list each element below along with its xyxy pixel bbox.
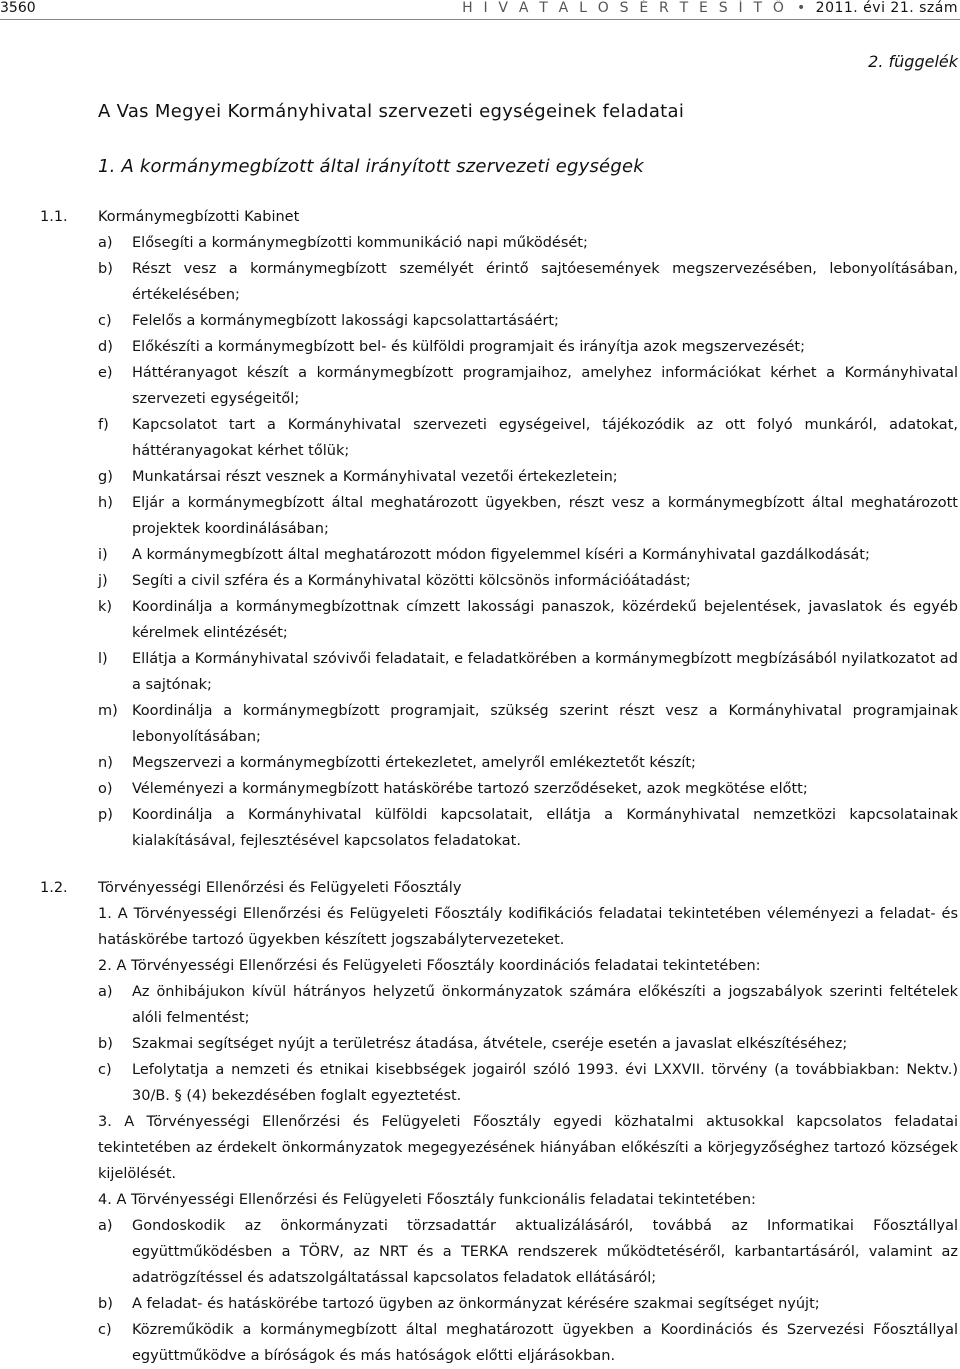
section-1-1	[0, 204, 960, 854]
text-line	[0, 256, 960, 282]
item-label: n)	[98, 755, 113, 771]
item-text: 30/B. § (4) bekezdésében foglalt egyeztetést.	[132, 1088, 462, 1104]
text-line	[0, 1031, 960, 1057]
item-label: k)	[98, 599, 113, 615]
header-journal-info: H I V A T A L O S É R T E S Í T Ő • 2011. évi 21. szám	[462, 0, 958, 16]
header-divider	[0, 19, 960, 20]
text-line	[0, 1109, 960, 1135]
text-line	[0, 620, 960, 646]
item-text: alóli felmentést;	[132, 1010, 250, 1026]
text-line	[0, 1083, 960, 1109]
text-line	[0, 386, 960, 412]
item-label: i)	[98, 547, 108, 563]
item-text: Ellátja a Kormányhivatal szóvivői feladatait, e feladatkörében a kormánymegbízott megbízásából nyilatkozatot ad	[132, 651, 958, 667]
issue-number: 2011. évi 21. szám	[815, 0, 958, 16]
item-label: a)	[98, 984, 113, 1000]
text-line	[0, 1265, 960, 1291]
item-label: o)	[98, 781, 113, 797]
paragraph-text: kijelölését.	[98, 1166, 176, 1182]
item-text: Koordinálja a kormánymegbízott programjait, szükség szerint részt vesz a Kormányhivatal programjainak	[132, 703, 958, 719]
item-text: kialakításával, fejlesztésével kapcsolatos feladatokat.	[132, 833, 521, 849]
text-line	[0, 1135, 960, 1161]
item-text: Munkatársai részt vesznek a Kormányhivatal vezetői értekezletein;	[132, 469, 618, 485]
text-line	[0, 308, 960, 334]
item-text: Koordinálja a kormánymegbízottnak címzett lakossági panaszok, közérdekű bejelentések, javaslatok és egyéb	[132, 599, 958, 615]
item-label: c)	[98, 1062, 112, 1078]
text-line	[0, 1343, 960, 1369]
item-text: Lefolytatja a nemzeti és etnikai kisebbségek jogairól szóló 1993. évi LXXVII. törvény (a továbbiakban: Nektv.)	[132, 1062, 958, 1078]
text-line	[0, 698, 960, 724]
text-line	[0, 516, 960, 542]
text-line	[0, 802, 960, 828]
item-text: szervezeti egységeitől;	[132, 391, 300, 407]
text-line	[0, 334, 960, 360]
item-text: Segíti a civil szféra és a Kormányhivatal közötti kölcsönös információátadást;	[132, 573, 691, 589]
item-label: m)	[98, 703, 118, 719]
paragraph-text: 3. A Törvényességi Ellenőrzési és Felügyeleti Főosztály egyedi közhatalmi aktusokkal kapcsolatos feladatai	[98, 1114, 958, 1130]
item-label: b)	[98, 1296, 113, 1312]
item-label: c)	[98, 1322, 112, 1338]
item-label: j)	[98, 573, 108, 589]
text-line	[0, 464, 960, 490]
text-line	[0, 568, 960, 594]
item-text: Véleményezi a kormánymegbízott hatáskörébe tartozó szerződéseket, azok megkötése előtt;	[132, 781, 808, 797]
appendix-label: 2. függelék	[868, 52, 958, 71]
text-line	[0, 230, 960, 256]
text-line	[0, 672, 960, 698]
item-text: A kormánymegbízott által meghatározott módon figyelemmel kíséri a Kormányhivatal gazdálkodását;	[132, 547, 870, 563]
text-line	[0, 724, 960, 750]
text-line	[0, 1161, 960, 1187]
text-line	[0, 828, 960, 854]
item-text: kérelmek elintézését;	[132, 625, 288, 641]
item-text: Kapcsolatot tart a Kormányhivatal szervezeti egységeivel, tájékozódik az ott folyó munkáról, adatokat,	[132, 417, 958, 433]
item-label: p)	[98, 807, 113, 823]
text-line	[0, 542, 960, 568]
item-label: g)	[98, 469, 113, 485]
paragraph-text: 1. A Törvényességi Ellenőrzési és Felügyeleti Főosztály kodifikációs feladatai tekintetében véleményezi a feladat- és	[98, 906, 958, 922]
section-title: Kormánymegbízotti Kabinet	[98, 209, 300, 225]
text-line	[0, 1239, 960, 1265]
text-line	[0, 438, 960, 464]
item-text: együttműködve a bíróságok és más hatóságok előtti eljárásokban.	[132, 1348, 616, 1364]
item-text: Háttéranyagot készít a kormánymegbízott programjaihoz, amelyhez információkat kérhet a Kormányhivatal	[132, 365, 958, 381]
item-text: Részt vesz a kormánymegbízott személyét érintő sajtóesemények megszervezésében, lebonyolításában,	[132, 261, 958, 277]
text-line	[0, 1005, 960, 1031]
text-line	[0, 1213, 960, 1239]
chapter-title: 1. A kormánymegbízott által irányított szervezeti egységek	[98, 156, 644, 177]
text-line	[0, 490, 960, 516]
text-line	[0, 282, 960, 308]
item-text: adatrögzítéssel és adatszolgáltatással kapcsolatos feladatok ellátásáról;	[132, 1270, 657, 1286]
text-line	[0, 412, 960, 438]
text-line	[0, 953, 960, 979]
section-1-2	[0, 875, 960, 1369]
text-line	[0, 594, 960, 620]
text-line	[0, 750, 960, 776]
item-label: b)	[98, 1036, 113, 1052]
text-line	[0, 875, 960, 901]
item-label: a)	[98, 235, 113, 251]
item-text: Megszervezi a kormánymegbízotti értekezletet, amelyről emlékeztetőt készít;	[132, 755, 696, 771]
item-text: Előkészíti a kormánymegbízott bel- és külföldi programjait és irányítja azok megszervezését;	[132, 339, 806, 355]
item-text: Szakmai segítséget nyújt a területrész átadása, átvétele, cseréje esetén a javaslat elkészítéséhez;	[132, 1036, 848, 1052]
item-text: Felelős a kormánymegbízott lakossági kapcsolattartásáért;	[132, 313, 559, 329]
text-line	[0, 901, 960, 927]
paragraph-text: hatáskörébe tartozó ügyekben készített jogszabálytervezeteket.	[98, 932, 565, 948]
item-label: l)	[98, 651, 108, 667]
text-line	[0, 776, 960, 802]
item-text: Az önhibájukon kívül hátrányos helyzetű önkormányzatok számára előkészíti a jogszabályok szerinti feltételek	[132, 984, 958, 1000]
item-label: b)	[98, 261, 113, 277]
text-line	[0, 1291, 960, 1317]
item-text: A feladat- és hatáskörébe tartozó ügyben az önkormányzat kérésére szakmai segítséget nyújt;	[132, 1296, 820, 1312]
section-number: 1.2.	[40, 880, 68, 896]
text-line	[0, 1317, 960, 1343]
item-text: lebonyolításában;	[132, 729, 261, 745]
section-title: Törvényességi Ellenőrzési és Felügyeleti Főosztály	[98, 880, 462, 896]
paragraph-text: 4. A Törvényességi Ellenőrzési és Felügyeleti Főosztály funkcionális feladatai tekintetében:	[98, 1192, 756, 1208]
item-label: d)	[98, 339, 113, 355]
item-text: Közreműködik a kormánymegbízott által meghatározott ügyekben a Koordinációs és Szervezési Főosztállyal	[132, 1322, 958, 1338]
item-label: f)	[98, 417, 109, 433]
item-label: c)	[98, 313, 112, 329]
item-label: a)	[98, 1218, 113, 1234]
item-text: Gondoskodik az önkormányzati törzsadattár aktualizálásáról, továbbá az Informatikai Főosztállyal	[132, 1218, 958, 1234]
item-label: h)	[98, 495, 113, 511]
item-text: a sajtónak;	[132, 677, 212, 693]
document-title: A Vas Megyei Kormányhivatal szervezeti egységeinek feladatai	[98, 101, 685, 122]
journal-name: H I V A T A L O S É R T E S Í T Ő	[462, 0, 788, 16]
item-text: Koordinálja a Kormányhivatal külföldi kapcsolatait, ellátja a Kormányhivatal nemzetközi kapcsolatainak	[132, 807, 958, 823]
section-number: 1.1.	[40, 209, 68, 225]
text-line	[0, 1057, 960, 1083]
text-line	[0, 927, 960, 953]
item-text: értékelésében;	[132, 287, 240, 303]
item-text: Eljár a kormánymegbízott által meghatározott ügyekben, részt vesz a kormánymegbízott által meghatározott	[132, 495, 958, 511]
text-line	[0, 360, 960, 386]
item-text: projektek koordinálásában;	[132, 521, 329, 537]
item-label: e)	[98, 365, 113, 381]
item-text: Elősegíti a kormánymegbízotti kommunikáció napi működését;	[132, 235, 588, 251]
item-text: háttéranyagokat kérhet tőlük;	[132, 443, 350, 459]
text-line	[0, 1187, 960, 1213]
page-number: 3560	[0, 0, 36, 16]
paragraph-text: tekintetében az érdekelt önkormányzatok megegyezésének hiányában előkészíti a körjegyzőséghez tartozó községek	[98, 1140, 958, 1156]
text-line	[0, 646, 960, 672]
paragraph-text: 2. A Törvényességi Ellenőrzési és Felügyeleti Főosztály koordinációs feladatai tekintetében:	[98, 958, 761, 974]
text-line	[0, 204, 960, 230]
text-line	[0, 979, 960, 1005]
item-text: együttműködésben a TÖRV, az NRT és a TERKA rendszerek működtetéséről, karbantartásáról, valamint az	[132, 1244, 958, 1260]
